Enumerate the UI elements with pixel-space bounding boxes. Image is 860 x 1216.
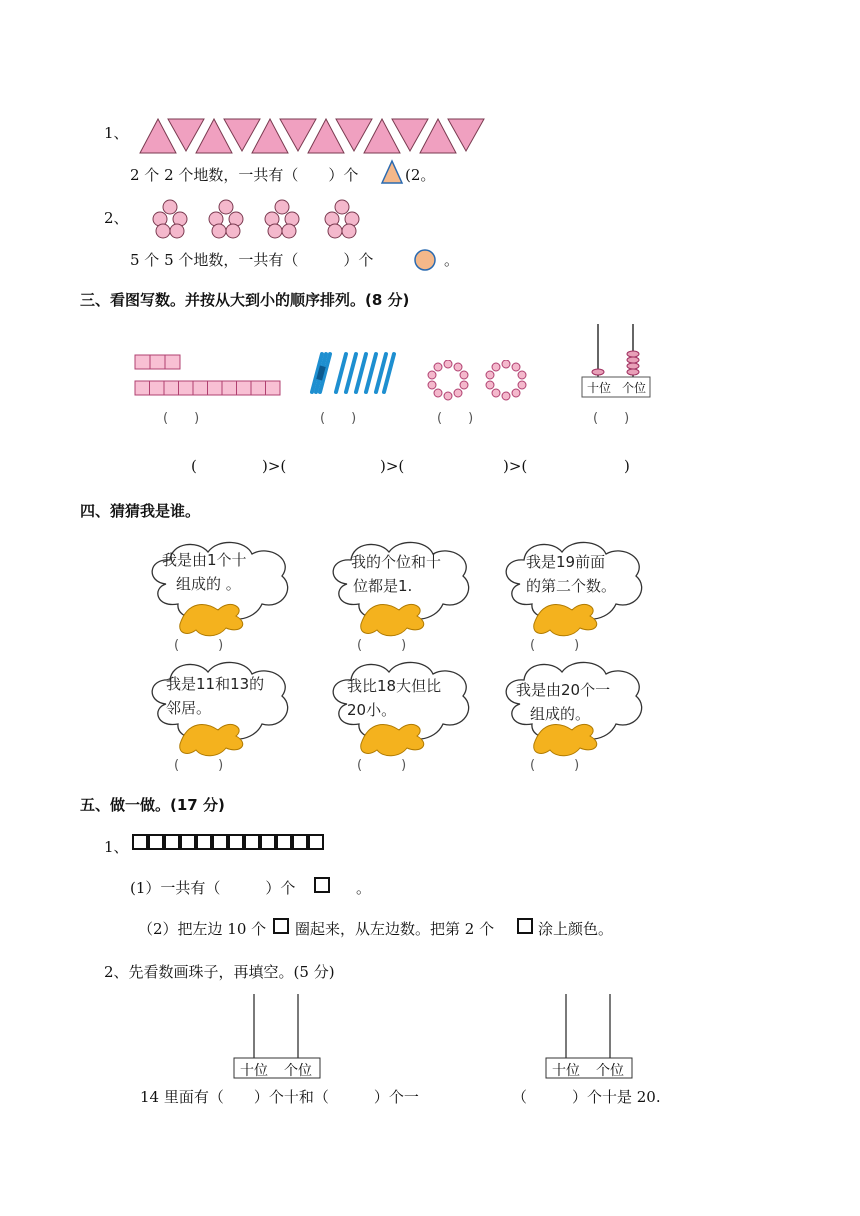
riddle-line: 我是由20个一 <box>516 681 611 699</box>
dragon-icon <box>174 594 264 638</box>
abacus-ones-label: 个位 <box>284 1063 312 1079</box>
square-icon <box>314 877 330 893</box>
square-icon <box>212 834 228 850</box>
order-compare: )>( <box>380 457 405 475</box>
answer-blank[interactable]: ( ) <box>357 638 407 653</box>
riddle-line: 我是11和13的 <box>166 675 265 693</box>
flower-icon <box>265 200 299 238</box>
riddle-line: 邻居。 <box>166 699 212 717</box>
item-number: 2、 <box>104 209 129 227</box>
answer-blank[interactable]: ( ) <box>530 758 580 773</box>
section-heading: 五、做一做。(17 分) <box>80 796 225 814</box>
square-icon <box>132 834 148 850</box>
question-tail: 。 <box>356 879 372 897</box>
dragon-icon <box>355 594 445 638</box>
triangle-row <box>138 117 498 155</box>
block-grid <box>134 354 284 398</box>
answer-blank[interactable]: ( ) <box>320 411 357 426</box>
answer-blank[interactable]: ( ) <box>593 411 630 426</box>
dragon-icon <box>174 714 264 758</box>
answer-blank[interactable]: ( ) <box>163 411 200 426</box>
square-row <box>132 834 324 850</box>
section-heading: 三、看图写数。并按从大到小的顺序排列。(8 分) <box>80 291 410 309</box>
square-icon <box>276 834 292 850</box>
square-icon <box>148 834 164 850</box>
riddle-line: 20小。 <box>347 701 397 719</box>
triangle-icon <box>224 119 260 151</box>
square-icon <box>308 834 324 850</box>
triangle-icon <box>336 119 372 151</box>
item-number: 1、 <box>104 124 129 142</box>
item-tail: (2。 <box>405 166 436 184</box>
square-icon <box>292 834 308 850</box>
square-icon <box>196 834 212 850</box>
riddle-card <box>327 658 475 780</box>
riddle-line: 我是由1个十 <box>162 551 247 569</box>
riddle-line: 组成的。 <box>530 705 591 723</box>
flower-icon <box>325 200 359 238</box>
answer-blank[interactable]: ( ) <box>530 638 580 653</box>
abacus-tens-label: 十位 <box>587 381 612 395</box>
flower-circles <box>150 197 370 241</box>
item-text: 2 个 2 个地数，一共有（ ）个 <box>130 166 359 184</box>
bead-ring-icon <box>428 360 468 400</box>
order-compare: )>( <box>503 457 528 475</box>
question-text: (1）一共有（ ）个 <box>130 879 296 897</box>
square-icon <box>244 834 260 850</box>
square-icon <box>273 918 289 934</box>
question-text: 圈起来，从左边数。把第 2 个 <box>295 920 495 938</box>
riddle-card <box>327 538 475 660</box>
order-paren: ) <box>624 457 630 475</box>
answer-blank[interactable]: ( ) <box>357 758 407 773</box>
order-compare: )>( <box>262 457 287 475</box>
item-text: 5 个 5 个地数，一共有（ ）个 <box>130 251 374 269</box>
section-heading: 四、猜猜我是谁。 <box>80 502 201 520</box>
triangle-icon <box>392 119 428 151</box>
abacus-tens-label: 十位 <box>240 1063 268 1079</box>
riddle-line: 组成的 。 <box>176 575 241 593</box>
item-tail: 。 <box>444 251 460 269</box>
riddle-card <box>146 538 294 660</box>
square-icon <box>517 918 533 934</box>
flower-icon <box>153 200 187 238</box>
bead-rings <box>426 360 536 404</box>
order-paren: ( <box>191 457 197 475</box>
fill-blank-text: 14 里面有（ ）个十和（ ）个一 <box>140 1088 419 1106</box>
question-text: 涂上颜色。 <box>538 920 614 938</box>
circle-icon <box>413 248 437 272</box>
triangle-icon <box>380 159 404 185</box>
abacus-tens-label: 十位 <box>552 1063 580 1079</box>
riddle-line: 的第二个数。 <box>526 577 617 595</box>
riddle-card <box>146 658 294 780</box>
square-icon <box>228 834 244 850</box>
answer-blank[interactable]: ( ) <box>437 411 474 426</box>
bead-ring-icon <box>486 360 526 400</box>
sticks-bundle <box>306 350 396 396</box>
riddle-card <box>500 538 648 660</box>
riddle-line: 我的个位和十 <box>351 553 442 571</box>
answer-blank[interactable]: ( ) <box>174 758 224 773</box>
riddle-line: 我是19前面 <box>526 553 606 571</box>
riddle-line: 我比18大但比 <box>347 677 442 695</box>
triangle-icon <box>168 119 204 151</box>
riddle-card <box>500 658 648 780</box>
triangle-icon <box>280 119 316 151</box>
abacus-ones-label: 个位 <box>622 381 647 395</box>
riddle-line: 位都是1. <box>353 577 413 595</box>
square-icon <box>180 834 196 850</box>
dragon-icon <box>528 594 618 638</box>
square-icon <box>260 834 276 850</box>
triangle-icon <box>448 119 484 151</box>
question-text: （2）把左边 10 个 <box>138 920 267 938</box>
item-number: 1、 <box>104 838 129 856</box>
flower-icon <box>209 200 243 238</box>
abacus-ones-label: 个位 <box>596 1063 624 1079</box>
fill-blank-text: （ ）个十是 20. <box>512 1088 661 1106</box>
square-icon <box>164 834 180 850</box>
answer-blank[interactable]: ( ) <box>174 638 224 653</box>
item-text: 2、先看数画珠子，再填空。(5 分) <box>104 963 335 981</box>
